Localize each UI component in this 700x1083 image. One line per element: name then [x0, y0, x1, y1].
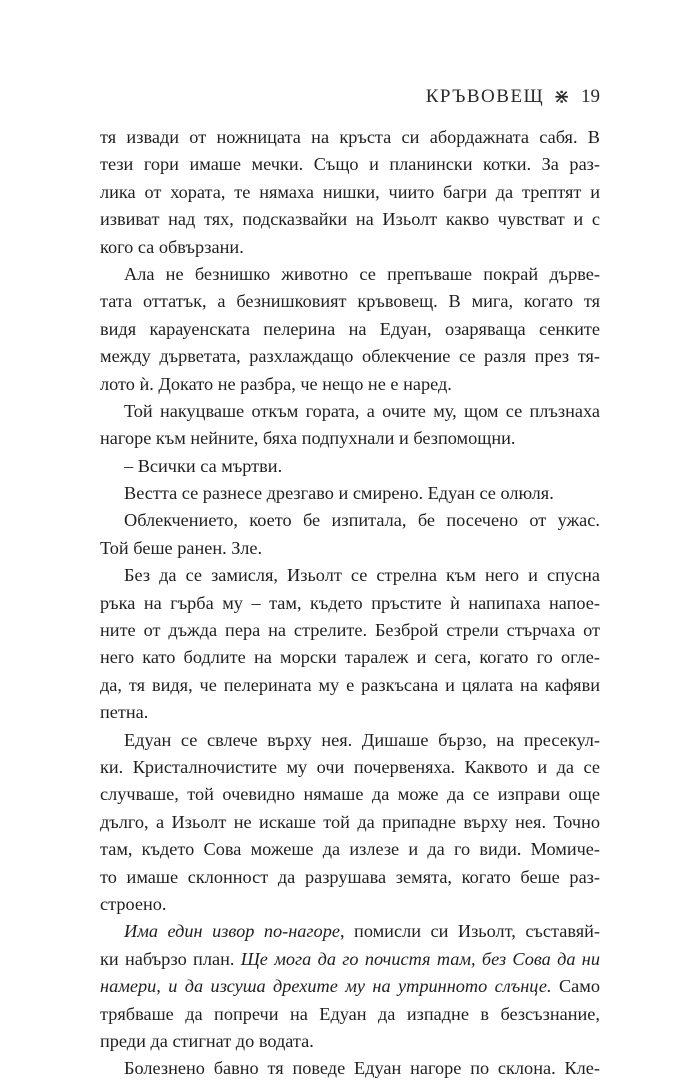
- text-line: ните от дъжда пера на стрелите. Безброй стрели стърчаха от: [100, 620, 600, 641]
- italic-span: Ще мога да го почистя там, без Сова да ни: [240, 948, 600, 969]
- text-line: тата оттатък, а безнишковият кръвовещ. В мига, когато тя: [100, 291, 600, 312]
- ornament-icon: ⋇: [553, 86, 570, 108]
- text-line: случваше, той очевидно нямаше да може да се изправи още: [100, 784, 600, 805]
- text-line: извиват над тях, подсказвайки на Изьолт какво чувстват и с: [100, 209, 600, 230]
- text-line: преди да стигнат до водата.: [100, 1030, 314, 1051]
- text-line: тя извади от ножницата на кръста си абордажната сабя. В: [100, 127, 600, 147]
- text-line: тези гори имаше мечки. Също и планински котки. За раз-: [100, 154, 600, 175]
- text-line: Той беше ранен. Зле.: [100, 537, 263, 558]
- text-line: то имаше склонност да разрушава земята, когато беше раз-: [100, 866, 600, 887]
- text-line: лото ѝ. Докато не разбра, че нещо не е наред.: [100, 373, 452, 394]
- text-span: Само: [551, 976, 600, 997]
- text-line: нагоре към нейните, бяха подпухнали и безпомощни.: [100, 428, 516, 449]
- text-line: Едуан се свлече върху нея. Дишаше бързо, на пресекул-: [124, 729, 600, 750]
- text-line: ки. Кристалночистите му очи почервеняха. Каквото и да се: [100, 756, 600, 777]
- text-line: дълго, а Изьолт не искаше той да припадне върху нея. Точно: [100, 811, 600, 832]
- text-line: ръка на гърба му – там, където пръстите ѝ напипаха напое-: [100, 592, 600, 613]
- text-line: Облекчението, което бе изпитала, бе посечено от ужас.: [124, 510, 600, 531]
- text-line: строено.: [100, 893, 167, 914]
- text-span: ки набързо план.: [100, 948, 241, 969]
- body-text: [100, 124, 600, 1083]
- text-line: [100, 973, 600, 1000]
- text-span: , помисли си Изьолт, съставяй-: [339, 921, 600, 942]
- text-line: между дърветата, разхлаждащо облекчение се разля през тя-: [100, 346, 600, 367]
- text-line: Вестта се разнесе дрезгаво и смирено. Едуан се олюля.: [124, 483, 554, 504]
- running-header: [426, 84, 600, 109]
- text-line: – Всички са мъртви.: [124, 455, 283, 476]
- italic-span: намери, и да изсуша дрехите му на утринното слънце.: [100, 976, 552, 997]
- text-line: да, тя видя, че пелерината му е разкъсана и цялата на кафяви: [100, 674, 600, 695]
- text-line: Той накуцваше откъм гората, а очите му, щом се плъзнаха: [124, 400, 600, 421]
- text-line: петна.: [100, 702, 149, 723]
- text-line: него като бодлите на морски таралеж и сега, когато го огле-: [100, 647, 600, 668]
- text-line: лика от хората, те нямаха нишки, чиито багри да трептят и: [100, 181, 600, 202]
- text-line: трябваше да попречи на Едуан да изпадне в безсъзнание,: [100, 1003, 600, 1024]
- text-line: Болезнено бавно тя поведе Едуан нагоре по склона. Кле-: [124, 1058, 600, 1079]
- text-line: кого са обвързани.: [100, 236, 244, 257]
- text-line: Ала не безнишко животно се препъваше покрай дърве-: [124, 263, 600, 284]
- text-line: [100, 918, 600, 945]
- text-line: [100, 946, 600, 973]
- italic-span: Има един извор по-нагоре: [124, 921, 340, 942]
- text-line: там, където Сова можеше да излезе и да го види. Момиче-: [100, 839, 600, 860]
- page-number: 19: [581, 85, 600, 107]
- text-lines: [100, 124, 600, 918]
- text-line: Без да се замисля, Изьолт се стрелна към него и спусна: [124, 565, 600, 586]
- book-title: КРЪВОВЕЩ: [425, 85, 545, 107]
- text-line: видя карауенската пелерина на Едуан, озаряваща сенките: [100, 318, 600, 339]
